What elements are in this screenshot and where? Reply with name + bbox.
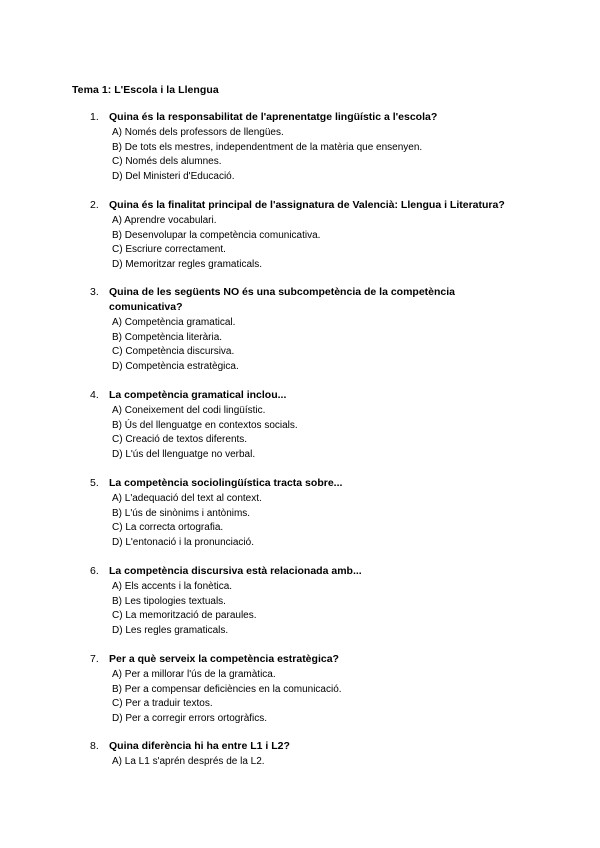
answer-option: C) La memorització de paraules. <box>112 610 257 622</box>
question-6 <box>90 564 550 638</box>
question-number: 7. <box>90 653 99 665</box>
question-text: Quina és la finalitat principal de l'assignatura de Valencià: Llengua i Literatura? <box>109 199 505 211</box>
answer-option: C) Escriure correctament. <box>112 244 226 256</box>
answer-option: B) Desenvolupar la competència comunicativa. <box>112 229 321 241</box>
answer-option: C) Creació de textos diferents. <box>112 434 248 446</box>
answer-option: A) Només dels professors de llengües. <box>112 127 284 138</box>
question-1 <box>90 110 550 184</box>
question-7 <box>90 652 550 726</box>
question-8 <box>90 739 550 770</box>
page-title: Tema 1: L'Escola i la Llengua <box>72 84 219 96</box>
answer-option: C) Només dels alumnes. <box>112 156 222 168</box>
answer-option: D) L'entonació i la pronunciació. <box>112 536 254 548</box>
answer-option: A) La L1 s'aprén després de la L2. <box>112 756 265 767</box>
question-text: La competència sociolingüística tracta sobre... <box>109 477 343 489</box>
question-number: 6. <box>90 565 99 577</box>
answer-option: B) Ús del llenguatge en contextos socials. <box>112 419 298 431</box>
question-5 <box>90 476 550 550</box>
question-4 <box>90 388 550 462</box>
answer-option: D) Memoritzar regles gramaticals. <box>112 258 263 270</box>
question-text: Quina és la responsabilitat de l'aprenentatge lingüístic a l'escola? <box>109 111 438 123</box>
answer-option: D) L'ús del llenguatge no verbal. <box>112 448 256 460</box>
question-text: Quina de les següents NO és una subcompetència de la competència comunicativa? <box>109 286 456 313</box>
answer-option: D) Competència estratègica. <box>112 360 239 372</box>
question-text: La competència discursiva està relacionada amb... <box>109 565 362 577</box>
question-number: 5. <box>90 477 99 489</box>
answer-option: A) Coneixement del codi lingüístic. <box>112 405 266 416</box>
question-number: 8. <box>90 740 99 752</box>
answer-option: B) De tots els mestres, independentment de la matèria que ensenyen. <box>112 141 423 153</box>
question-2 <box>90 198 550 272</box>
answer-option: B) Les tipologies textuals. <box>112 595 226 607</box>
question-number: 3. <box>90 286 99 298</box>
question-3 <box>90 285 550 374</box>
question-number: 1. <box>90 111 99 123</box>
answer-option: C) Per a traduir textos. <box>112 698 213 710</box>
answer-option: A) L'adequació del text al context. <box>112 493 262 504</box>
answer-option: A) Per a millorar l'ús de la gramàtica. <box>112 669 276 680</box>
answer-option: B) Competència literària. <box>112 331 223 343</box>
answer-option: A) Els accents i la fonètica. <box>112 581 233 592</box>
question-text: Quina diferència hi ha entre L1 i L2? <box>109 740 290 752</box>
answer-option: C) La correcta ortografia. <box>112 522 224 534</box>
question-text: La competència gramatical inclou... <box>109 389 287 401</box>
answer-option: B) L'ús de sinònims i antònims. <box>112 507 251 519</box>
answer-option: B) Per a compensar deficiències en la comunicació. <box>112 683 342 695</box>
question-number: 4. <box>90 389 99 401</box>
question-number: 2. <box>90 199 99 211</box>
answer-option: A) Competència gramatical. <box>112 317 236 328</box>
answer-option: D) Les regles gramaticals. <box>112 624 229 636</box>
answer-option: D) Del Ministeri d'Educació. <box>112 170 235 182</box>
question-text: Per a què serveix la competència estratègica? <box>109 653 339 665</box>
answer-option: C) Competència discursiva. <box>112 346 235 358</box>
answer-option: D) Per a corregir errors ortogràfics. <box>112 712 268 724</box>
answer-option: A) Aprendre vocabulari. <box>112 215 217 226</box>
